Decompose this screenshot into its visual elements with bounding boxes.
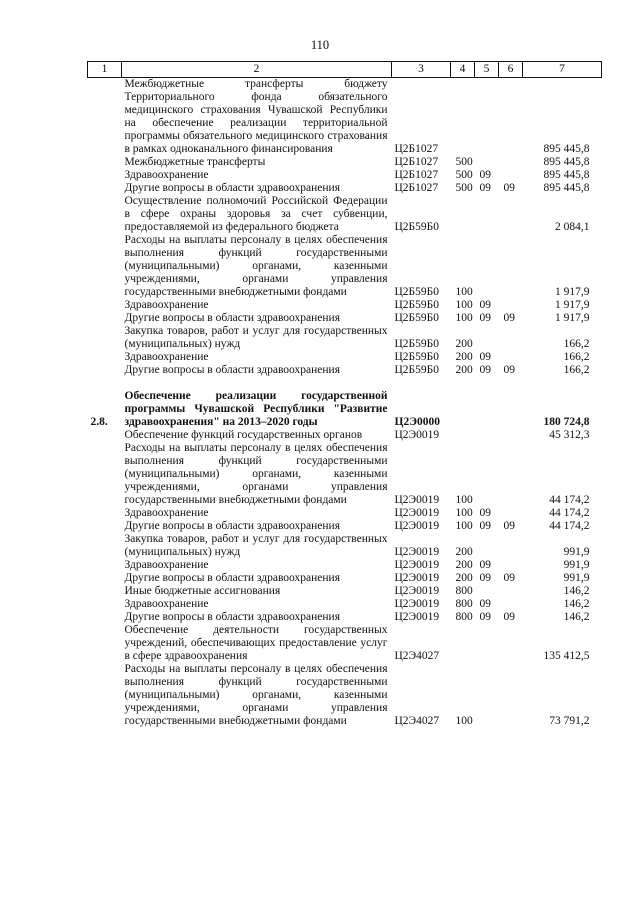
subsection-code xyxy=(499,663,523,728)
row-number xyxy=(88,611,122,624)
expense-name: Иные бюджетные ассигнования xyxy=(124,585,281,597)
subsection-code xyxy=(499,195,523,234)
expense-name: Другие вопросы в области здравоохранения xyxy=(124,572,340,584)
row-number xyxy=(88,507,122,520)
expense-name: Межбюджетные трансферты xyxy=(124,156,266,168)
section-code: 09 xyxy=(479,520,491,532)
table-row xyxy=(88,572,602,585)
target-code: Ц2Б59Б0 xyxy=(394,351,440,363)
section-code: 09 xyxy=(479,611,491,623)
amount: 166,2 xyxy=(563,351,590,363)
row-number xyxy=(88,533,122,559)
expense-name: Расходы на выплаты персоналу в целях обеспечения выполнения функций государственными (муниципальными) органами, казенными учреждениями, органами управления государственными внебюджетными фондами xyxy=(124,234,388,298)
row-number xyxy=(88,299,122,312)
amount: 166,2 xyxy=(563,364,590,376)
header-col-7: 7 xyxy=(523,62,602,78)
row-number xyxy=(88,364,122,377)
expense-name: Здравоохранение xyxy=(124,351,209,363)
expense-type-code: 100 xyxy=(455,299,473,311)
amount: 1 917,9 xyxy=(555,286,590,298)
expense-type-code: 100 xyxy=(455,520,473,532)
amount: 991,9 xyxy=(563,546,590,558)
row-number xyxy=(88,520,122,533)
row-number xyxy=(88,182,122,195)
amount: 991,9 xyxy=(563,572,590,584)
table-row xyxy=(88,299,602,312)
subsection-code: 09 xyxy=(503,182,515,194)
target-code: Ц2Э0019 xyxy=(394,559,440,571)
table-row xyxy=(88,429,602,442)
subsection-code xyxy=(499,507,523,520)
expense-name: Здравоохранение xyxy=(124,559,209,571)
budget-table xyxy=(87,61,602,728)
amount: 135 412,5 xyxy=(543,650,590,662)
amount: 991,9 xyxy=(563,559,590,571)
expense-name: Закупка товаров, работ и услуг для государственных (муниципальных) нужд xyxy=(124,325,388,350)
table-body xyxy=(88,78,602,729)
expense-type-code: 100 xyxy=(455,494,473,506)
expense-name: Обеспечение реализации государственной программы Чувашской Республики "Развитие здравоохранения" на 2013–2020 годы xyxy=(124,390,388,428)
target-code: Ц2Б59Б0 xyxy=(394,221,440,233)
table-row xyxy=(88,182,602,195)
table-row xyxy=(88,351,602,364)
expense-type-code: 200 xyxy=(455,559,473,571)
target-code: Ц2Э0019 xyxy=(394,429,440,441)
subsection-code xyxy=(499,624,523,663)
expense-name: Здравоохранение xyxy=(124,507,209,519)
subsection-code xyxy=(499,234,523,299)
amount: 895 445,8 xyxy=(543,182,590,194)
section-code xyxy=(475,585,499,598)
target-code: Ц2Б59Б0 xyxy=(394,312,440,324)
subsection-code xyxy=(499,559,523,572)
expense-name: Закупка товаров, работ и услуг для государственных (муниципальных) нужд xyxy=(124,533,388,558)
header-col-4: 4 xyxy=(451,62,475,78)
subsection-code: 09 xyxy=(503,611,515,623)
spacer-cell xyxy=(88,377,602,390)
expense-type-code xyxy=(451,195,475,234)
target-code: Ц2Б59Б0 xyxy=(394,286,440,298)
row-number xyxy=(88,663,122,728)
amount: 44 174,2 xyxy=(549,494,590,506)
amount: 44 174,2 xyxy=(549,507,590,519)
expense-name: Здравоохранение xyxy=(124,169,209,181)
section-code xyxy=(475,234,499,299)
expense-name: Расходы на выплаты персоналу в целях обеспечения выполнения функций государственными (муниципальными) органами, казенными учреждениями, органами управления государственными внебюджетными фондами xyxy=(124,663,388,727)
expense-type-code: 500 xyxy=(455,169,473,181)
expense-type-code: 100 xyxy=(455,507,473,519)
spacer-row xyxy=(88,377,602,390)
header-col-3: 3 xyxy=(392,62,451,78)
target-code: Ц2Э0019 xyxy=(394,598,440,610)
subsection-code: 09 xyxy=(503,364,515,376)
expense-type-code xyxy=(451,78,475,157)
expense-name: Другие вопросы в области здравоохранения xyxy=(124,520,340,532)
amount: 895 445,8 xyxy=(543,169,590,181)
row-number xyxy=(88,156,122,169)
expense-type-code: 500 xyxy=(455,182,473,194)
amount: 180 724,8 xyxy=(543,416,590,428)
header-col-2: 2 xyxy=(122,62,392,78)
section-code: 09 xyxy=(479,572,491,584)
section-code xyxy=(475,663,499,728)
header-col-1: 1 xyxy=(88,62,122,78)
page-number: 110 xyxy=(310,38,330,52)
amount: 146,2 xyxy=(563,611,590,623)
table-row xyxy=(88,312,602,325)
expense-type-code xyxy=(451,390,475,429)
row-number xyxy=(88,325,122,351)
table-row xyxy=(88,598,602,611)
expense-name: Другие вопросы в области здравоохранения xyxy=(124,182,340,194)
expense-type-code: 800 xyxy=(455,598,473,610)
table-row xyxy=(88,234,602,299)
expense-type-code: 100 xyxy=(455,286,473,298)
subsection-code xyxy=(499,78,523,157)
header-row xyxy=(88,62,602,78)
table-row xyxy=(88,585,602,598)
subsection-code xyxy=(499,585,523,598)
table-row xyxy=(88,559,602,572)
amount: 146,2 xyxy=(563,585,590,597)
table-row xyxy=(88,520,602,533)
section-code xyxy=(475,78,499,157)
expense-type-code: 100 xyxy=(455,312,473,324)
expense-name: Осуществление полномочий Российской Федерации в сфере охраны здоровья за счет субвенции, предоставляемой из федерального бюджета xyxy=(124,195,388,233)
target-code: Ц2Б1027 xyxy=(394,156,439,168)
section-code xyxy=(475,325,499,351)
amount: 895 445,8 xyxy=(543,156,590,168)
target-code: Ц2Э0019 xyxy=(394,585,440,597)
subsection-code xyxy=(499,169,523,182)
expense-type-code: 200 xyxy=(455,338,473,350)
expense-name: Другие вопросы в области здравоохранения xyxy=(124,364,340,376)
expense-name: Здравоохранение xyxy=(124,598,209,610)
expense-name: Другие вопросы в области здравоохранения xyxy=(124,312,340,324)
row-number xyxy=(88,572,122,585)
section-code: 09 xyxy=(479,559,491,571)
subsection-code xyxy=(499,299,523,312)
table-row xyxy=(88,78,602,157)
amount: 895 445,8 xyxy=(543,143,590,155)
expense-name: Расходы на выплаты персоналу в целях обеспечения выполнения функций государственными (муниципальными) органами, казенными учреждениями, органами управления государственными внебюджетными фондами xyxy=(124,442,388,506)
subsection-code xyxy=(499,156,523,169)
section-code: 09 xyxy=(479,507,491,519)
subsection-code xyxy=(499,533,523,559)
table-row xyxy=(88,325,602,351)
amount: 73 791,2 xyxy=(549,715,590,727)
row-number xyxy=(88,169,122,182)
table-row xyxy=(88,507,602,520)
expense-name: Здравоохранение xyxy=(124,299,209,311)
expense-type-code: 200 xyxy=(455,546,473,558)
expense-type-code: 200 xyxy=(455,572,473,584)
row-number xyxy=(88,312,122,325)
subsection-code: 09 xyxy=(503,312,515,324)
row-number xyxy=(88,624,122,663)
table-header xyxy=(88,62,602,78)
table-row xyxy=(88,611,602,624)
target-code: Ц2Б59Б0 xyxy=(394,338,440,350)
expense-name: Обеспечение деятельности государственных учреждений, обеспечивающих предоставление услуг в сфере здравоохранения xyxy=(124,624,388,662)
expense-name: Межбюджетные трансферты бюджету Территориального фонда обязательного медицинского страхования Чувашской Республики на обеспечение реализации территориальной программы обязательного медицинского страхования в рамках одноканального финансирования xyxy=(124,78,388,155)
amount: 2 084,1 xyxy=(555,221,590,233)
expense-type-code: 500 xyxy=(455,156,473,168)
subsection-code xyxy=(499,325,523,351)
row-number: 2.8. xyxy=(90,416,108,428)
target-code: Ц2Э0019 xyxy=(394,572,440,584)
target-code: Ц2Б1027 xyxy=(394,182,439,194)
section-code xyxy=(475,390,499,429)
target-code: Ц2Э0019 xyxy=(394,520,440,532)
target-code: Ц2Э0000 xyxy=(394,416,440,428)
row-number xyxy=(88,195,122,234)
header-col-5: 5 xyxy=(475,62,499,78)
expense-type-code: 800 xyxy=(455,611,473,623)
section-code: 09 xyxy=(479,312,491,324)
section-code xyxy=(475,624,499,663)
section-code: 09 xyxy=(479,299,491,311)
row-number xyxy=(88,351,122,364)
subsection-code xyxy=(499,351,523,364)
subsection-code: 09 xyxy=(503,572,515,584)
header-col-6: 6 xyxy=(499,62,523,78)
expense-type-code xyxy=(451,624,475,663)
target-code: Ц2Б1027 xyxy=(394,169,439,181)
section-code xyxy=(475,533,499,559)
row-number xyxy=(88,559,122,572)
target-code: Ц2Б59Б0 xyxy=(394,364,440,376)
section-code xyxy=(475,156,499,169)
section-code: 09 xyxy=(479,169,491,181)
section-code xyxy=(475,429,499,442)
section-code xyxy=(475,442,499,507)
target-code: Ц2Э0019 xyxy=(394,507,440,519)
target-code: Ц2Э4027 xyxy=(394,650,440,662)
target-code: Ц2Э0019 xyxy=(394,494,440,506)
table-row xyxy=(88,156,602,169)
target-code: Ц2Б1027 xyxy=(394,143,439,155)
section-code: 09 xyxy=(479,182,491,194)
subsection-code xyxy=(499,442,523,507)
expense-name: Обеспечение функций государственных органов xyxy=(124,429,363,441)
section-code: 09 xyxy=(479,598,491,610)
subsection-code xyxy=(499,598,523,611)
row-number xyxy=(88,442,122,507)
section-code: 09 xyxy=(479,364,491,376)
target-code: Ц2Э0019 xyxy=(394,611,440,623)
row-number xyxy=(88,234,122,299)
target-code: Ц2Э0019 xyxy=(394,546,440,558)
table-row xyxy=(88,195,602,234)
row-number xyxy=(88,78,122,157)
subsection-code xyxy=(499,390,523,429)
amount: 45 312,3 xyxy=(549,429,590,441)
amount: 44 174,2 xyxy=(549,520,590,532)
expense-type-code: 100 xyxy=(455,715,473,727)
expense-type-code: 200 xyxy=(455,351,473,363)
section-code: 09 xyxy=(479,351,491,363)
table-row xyxy=(88,663,602,728)
row-number xyxy=(88,585,122,598)
row-number xyxy=(88,598,122,611)
subsection-code: 09 xyxy=(503,520,515,532)
table-row xyxy=(88,624,602,663)
amount: 166,2 xyxy=(563,338,590,350)
expense-type-code: 800 xyxy=(455,585,473,597)
table-row xyxy=(88,533,602,559)
subsection-code xyxy=(499,429,523,442)
table-row xyxy=(88,169,602,182)
table-row xyxy=(88,364,602,377)
section-code xyxy=(475,195,499,234)
expense-name: Другие вопросы в области здравоохранения xyxy=(124,611,340,623)
expense-type-code: 200 xyxy=(455,364,473,376)
expense-type-code xyxy=(451,429,475,442)
target-code: Ц2Э4027 xyxy=(394,715,440,727)
table-row xyxy=(88,442,602,507)
amount: 1 917,9 xyxy=(555,299,590,311)
table-row xyxy=(88,390,602,429)
target-code: Ц2Б59Б0 xyxy=(394,299,440,311)
amount: 146,2 xyxy=(563,598,590,610)
row-number xyxy=(88,429,122,442)
amount: 1 917,9 xyxy=(555,312,590,324)
